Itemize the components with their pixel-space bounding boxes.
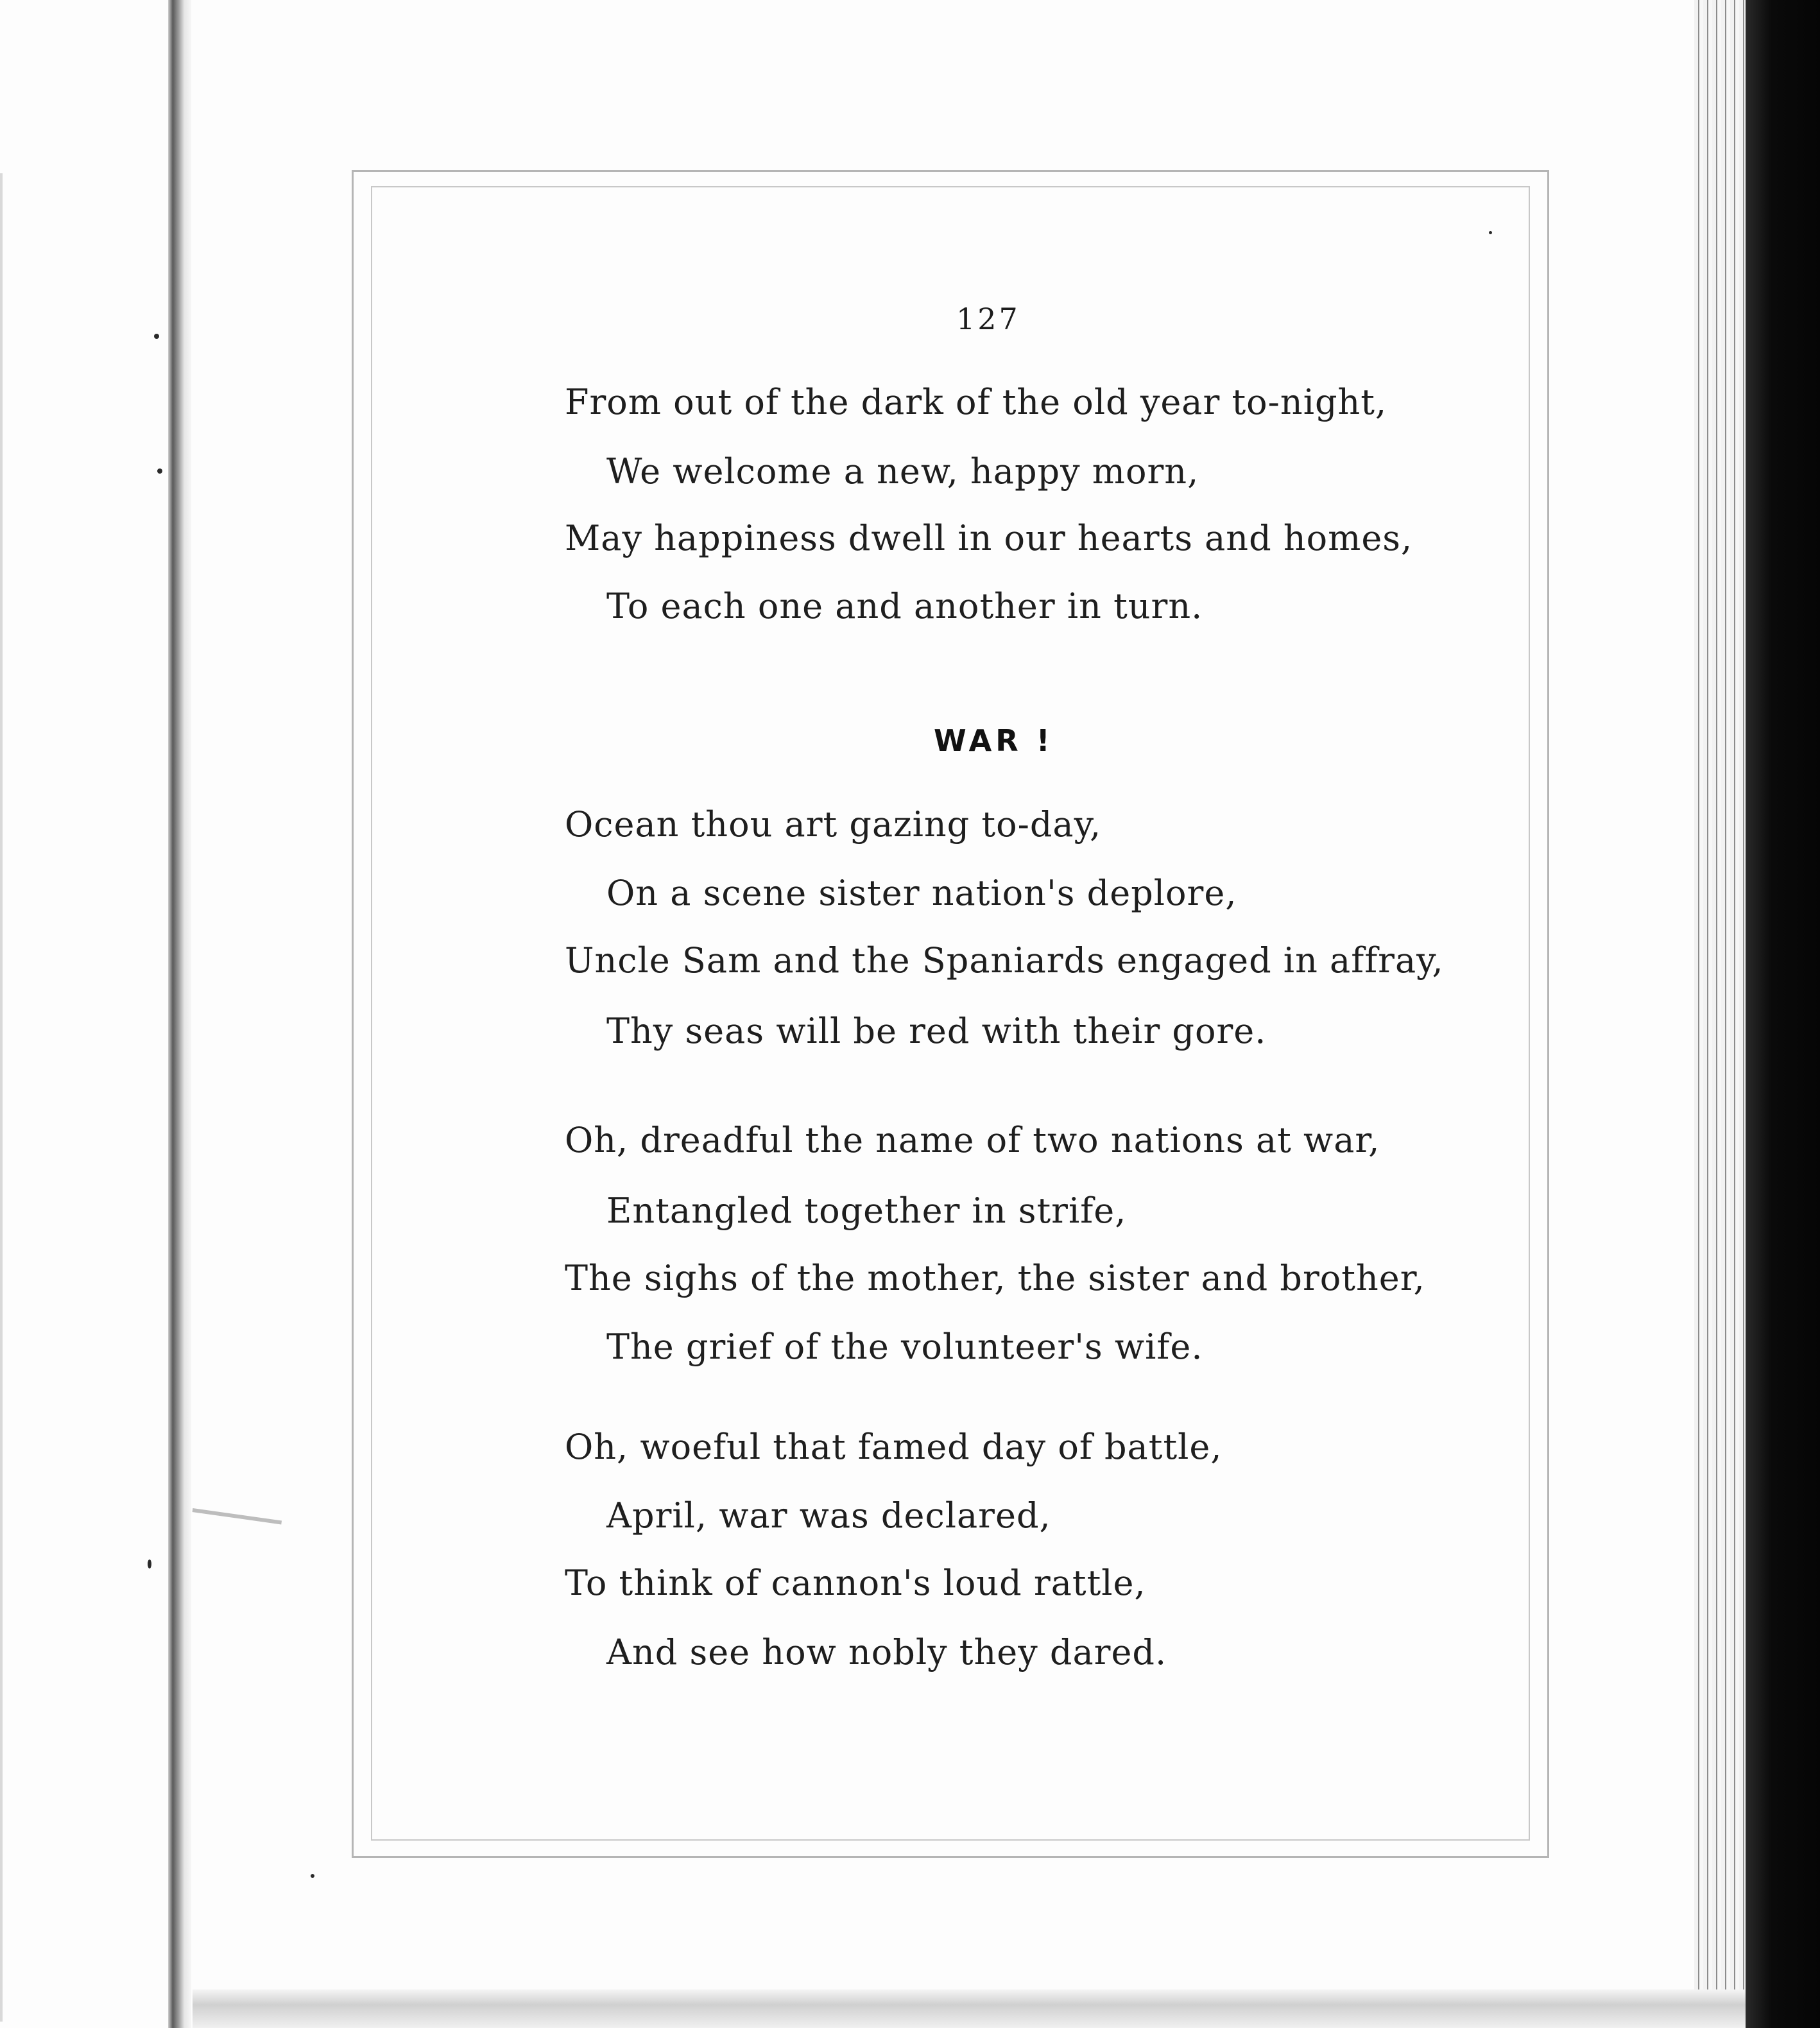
verse-line: Ocean thou art gazing to-day, [565, 804, 1102, 845]
verse-line: The sighs of the mother, the sister and brother, [565, 1258, 1425, 1298]
verse-line: We welcome a new, happy morn, [606, 451, 1199, 492]
page-number: 127 [956, 302, 1020, 336]
left-page-edge [0, 173, 3, 2022]
verse-line: From out of the dark of the old year to-night, [565, 382, 1387, 422]
book-spine [168, 0, 191, 2028]
verse-line: To each one and another in turn. [606, 586, 1203, 626]
verse-line: April, war was declared, [606, 1495, 1051, 1536]
right-page-edges [1694, 0, 1746, 2028]
poem-title: WAR ! [934, 723, 1054, 758]
verse-line: Oh, woeful that famed day of battle, [565, 1427, 1223, 1467]
scan-speck [311, 1874, 314, 1878]
verse-line: On a scene sister nation's deplore, [606, 873, 1237, 913]
scan-speck [1489, 231, 1492, 234]
verse-line: May happiness dwell in our hearts and homes, [565, 518, 1413, 558]
verse-line: Oh, dreadful the name of two nations at war, [565, 1120, 1380, 1160]
verse-line: Entangled together in strife, [606, 1190, 1127, 1231]
verse-line: And see how nobly they dared. [606, 1632, 1167, 1672]
scan-speck [148, 1560, 151, 1568]
verse-line: Thy seas will be red with their gore. [606, 1011, 1267, 1051]
scan-speck [154, 334, 159, 339]
scan-speck [157, 468, 162, 474]
right-dark-border [1746, 0, 1820, 2028]
verse-line: To think of cannon's loud rattle, [565, 1563, 1146, 1603]
verse-line: Uncle Sam and the Spaniards engaged in affray, [565, 940, 1444, 981]
verse-line: The grief of the volunteer's wife. [606, 1327, 1203, 1367]
bottom-page-edge [193, 1989, 1746, 2028]
